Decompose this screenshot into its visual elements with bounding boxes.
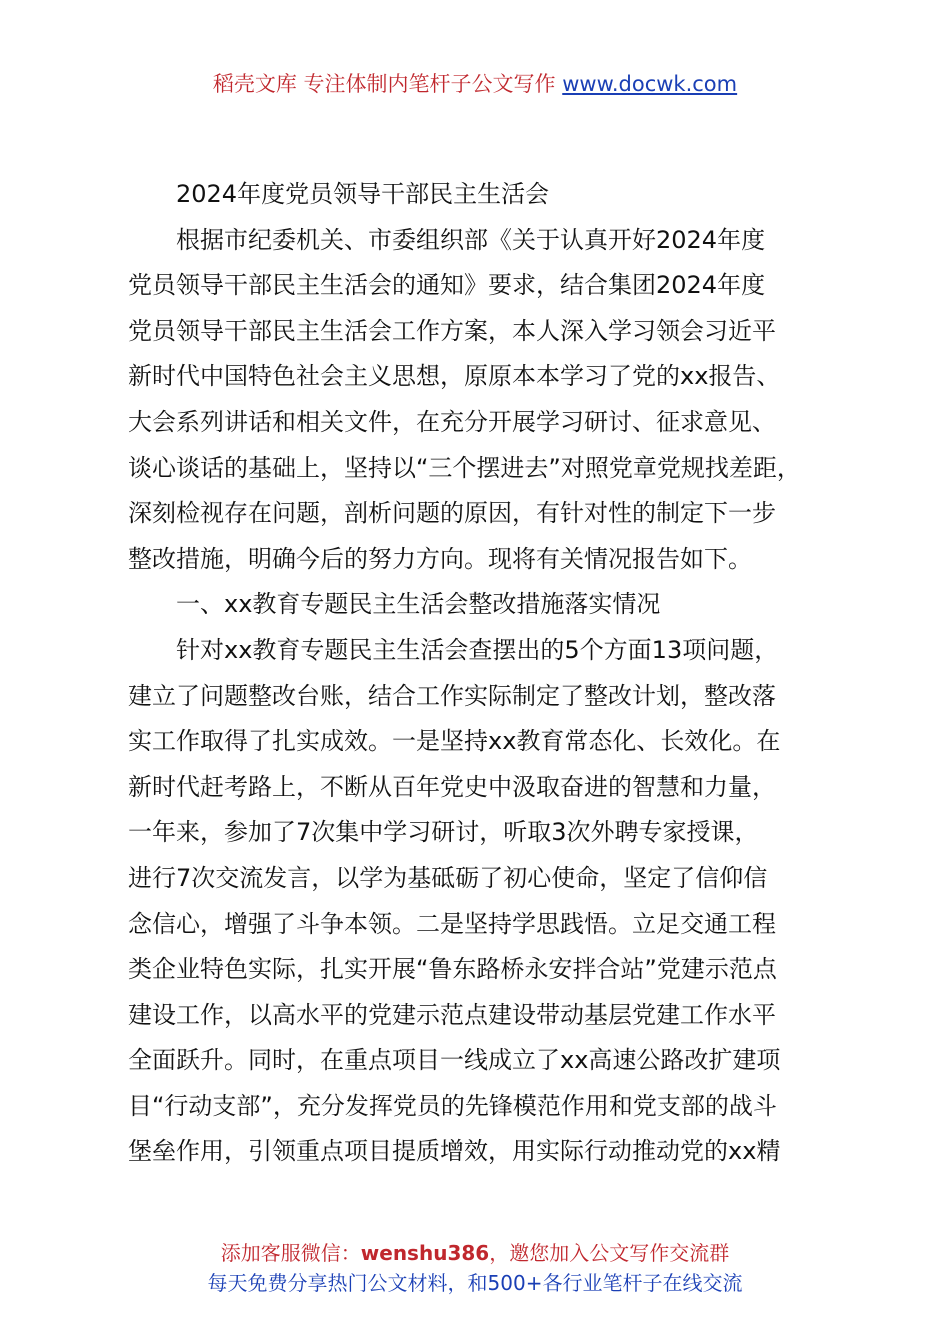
paragraph-line: 谈心谈话的基础上，坚持以“三个摆进去”对照党章党规找差距， (128, 453, 801, 482)
section-paragraph (128, 628, 844, 1175)
paragraph-line: 建立了问题整改台账，结合工作实际制定了整改计划，整改落 (128, 681, 776, 710)
page-header (0, 68, 950, 100)
footer-suffix: ，邀您加入公文写作交流群 (489, 1241, 730, 1265)
paragraph-line: 实工作取得了扎实成效。一是坚持xx教育常态化、长效化。在 (128, 727, 781, 756)
paragraph-line: 深刻检视存在问题，剖析问题的原因，有针对性的制定下一步 (128, 499, 776, 528)
site-link[interactable]: www.docwk.com (562, 72, 738, 96)
footer-prefix: 添加客服微信： (220, 1241, 361, 1265)
paragraph-line: 大会系列讲话和相关文件，在充分开展学习研讨、征求意见、 (128, 407, 776, 436)
wechat-id: wenshu386 (360, 1241, 490, 1265)
paragraph-line: 全面跃升。同时，在重点项目一线成立了xx高速公路改扩建项 (128, 1046, 781, 1075)
paragraph-line: 类企业特色实际，扎实开展“鲁东路桥永安拌合站”党建示范点 (128, 955, 777, 984)
paragraph-line: 进行7次交流发言，以学为基砥砺了初心使命，坚定了信仰信 (128, 863, 768, 892)
paragraph-line: 党员领导干部民主生活会的通知》要求，结合集团2024年度 (128, 271, 766, 300)
document-title: 2024年度党员领导干部民主生活会 (176, 180, 550, 208)
paragraph-line: 念信心，增强了斗争本领。二是坚持学思践悟。立足交通工程 (128, 909, 776, 938)
paragraph-line: 新时代中国特色社会主义思想，原原本本学习了党的xx报告、 (128, 362, 781, 391)
brand-slogan: 稻壳文库 专注体制内笔杆子公文写作 (212, 72, 556, 96)
paragraph-line: 堡垒作用，引领重点项目提质增效，用实际行动推动党的xx精 (128, 1137, 781, 1166)
page-footer (0, 1238, 950, 1298)
paragraph-line: 一年来，参加了7次集中学习研讨，听取3次外聘专家授课， (128, 818, 759, 847)
paragraph-line: 根据市纪委机关、市委组织部《关于认真开好2024年度 (176, 225, 766, 254)
document-body (128, 172, 844, 1175)
footer-promo-line: 每天免费分享热门公文材料，和500+各行业笔杆子在线交流 (207, 1271, 743, 1295)
footer-contact-line (0, 1238, 950, 1268)
paragraph-line: 建设工作，以高水平的党建示范点建设带动基层党建工作水平 (128, 1000, 776, 1029)
paragraph-line: 整改措施，明确今后的努力方向。现将有关情况报告如下。 (128, 544, 752, 573)
section-heading: 一、xx教育专题民主生活会整改措施落实情况 (176, 590, 661, 619)
paragraph-line: 新时代赶考路上，不断从百年党史中汲取奋进的智慧和力量， (128, 772, 776, 801)
paragraph-line: 针对xx教育专题民主生活会查摆出的5个方面13项问题， (176, 635, 779, 664)
paragraph-line: 目“行动支部”，充分发挥党员的先锋模范作用和党支部的战斗 (128, 1091, 777, 1120)
paragraph-line: 党员领导干部民主生活会工作方案，本人深入学习领会习近平 (128, 316, 776, 345)
intro-paragraph (128, 218, 844, 583)
